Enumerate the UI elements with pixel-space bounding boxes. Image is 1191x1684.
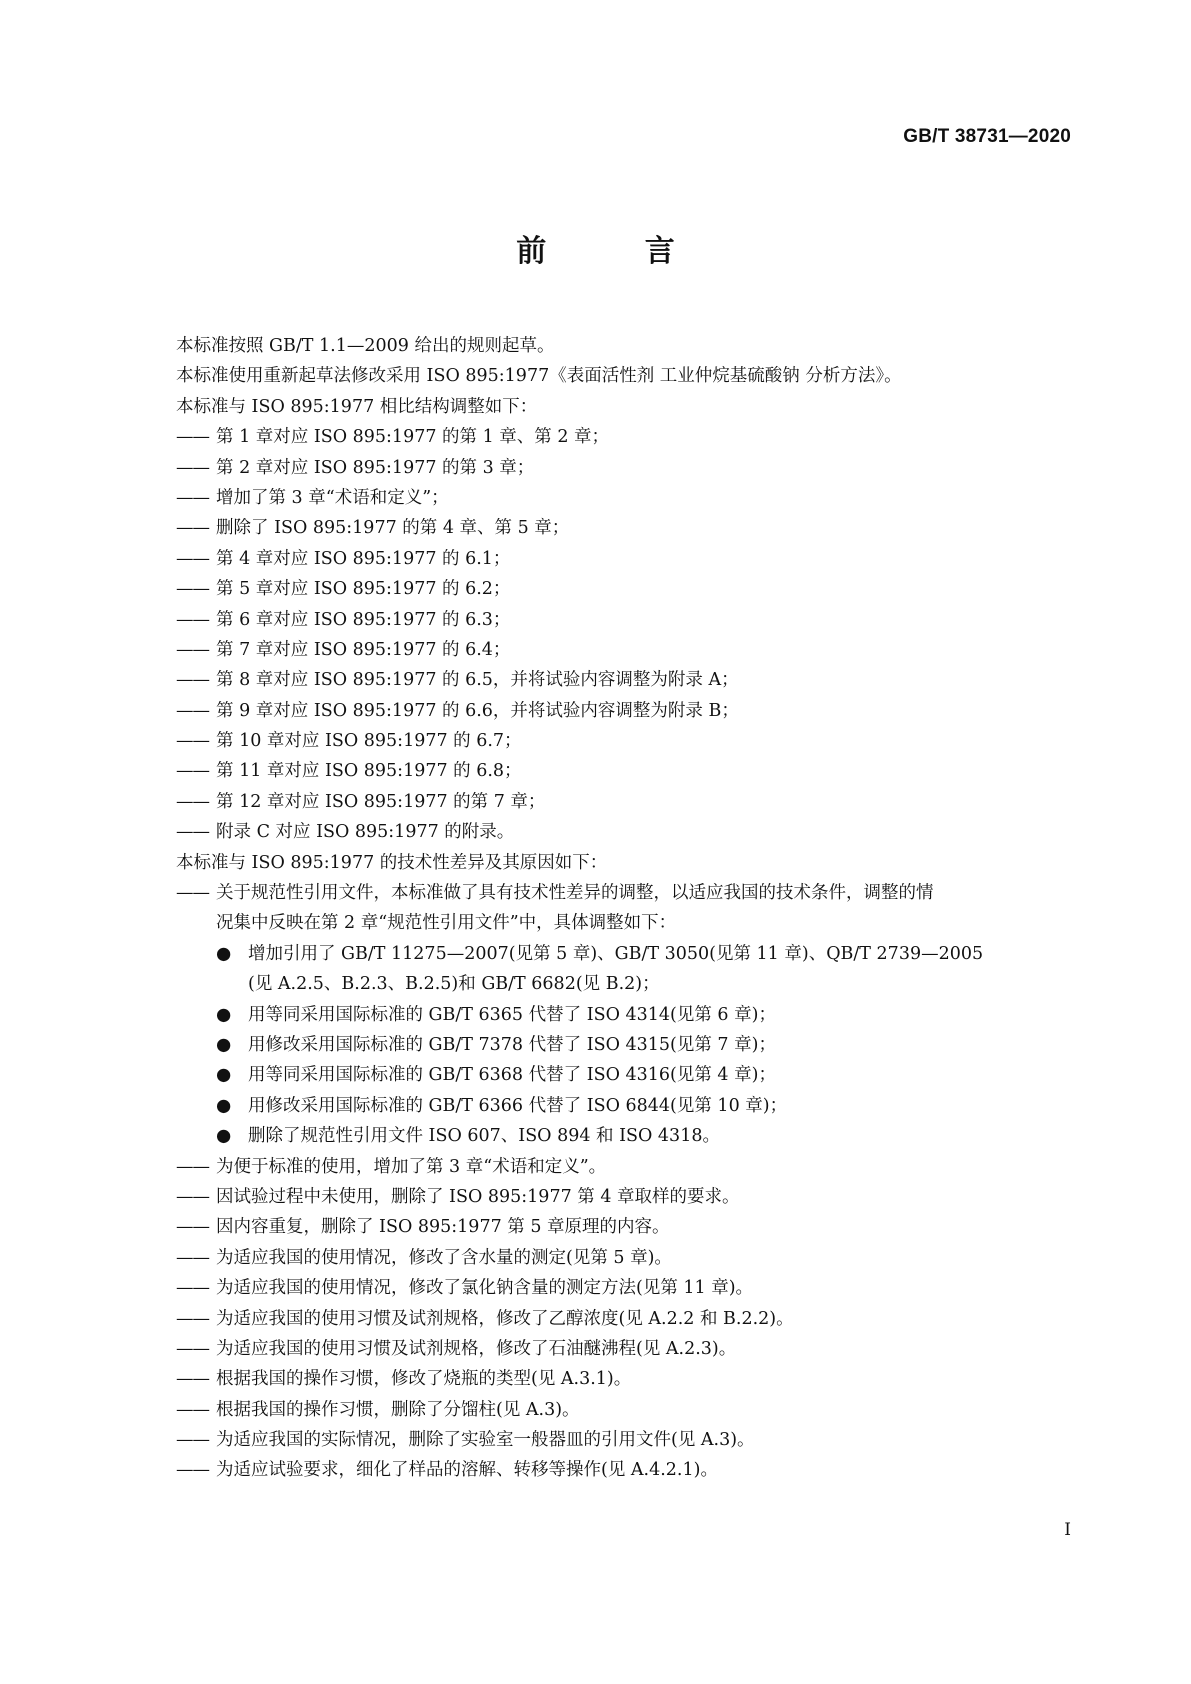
differences-list bbox=[176, 878, 1076, 1486]
dash-marker: —— bbox=[176, 791, 209, 812]
list-item-text: 根据我国的操作习惯，修改了烧瓶的类型(见 A.3.1)。 bbox=[216, 1369, 632, 1390]
list-item bbox=[176, 574, 1076, 604]
bullet-list bbox=[176, 939, 1076, 1152]
list-item-text: 删除了 ISO 895:1977 的第 4 章、第 5 章； bbox=[216, 518, 570, 539]
list-item bbox=[176, 1364, 1076, 1394]
list-item bbox=[176, 756, 1076, 786]
list-item bbox=[176, 665, 1076, 695]
list-item-text: 第 4 章对应 ISO 895:1977 的 6.1； bbox=[216, 548, 511, 569]
list-item-text: 为适应我国的使用情况，修改了氯化钠含量的测定方法(见第 11 章)。 bbox=[216, 1278, 754, 1299]
dash-marker: —— bbox=[176, 1338, 209, 1359]
bullet-text: 用修改采用国际标准的 GB/T 6366 代替了 ISO 6844(见第 10 章)； bbox=[248, 1095, 788, 1116]
list-item-text: 第 5 章对应 ISO 895:1977 的 6.2； bbox=[216, 579, 511, 600]
bullet-item bbox=[176, 1121, 1076, 1151]
bullet-icon: ● bbox=[216, 1095, 232, 1116]
list-item-text: 增加了第 3 章“术语和定义”； bbox=[216, 487, 449, 508]
dash-marker: —— bbox=[176, 1308, 209, 1329]
list-item-text: 因试验过程中未使用，删除了 ISO 895:1977 第 4 章取样的要求。 bbox=[216, 1186, 740, 1207]
list-item-text: 第 10 章对应 ISO 895:1977 的 6.7； bbox=[216, 731, 522, 752]
list-item bbox=[176, 422, 1076, 452]
standard-code: GB/T 38731—2020 bbox=[903, 126, 1071, 147]
bullet-text: 用等同采用国际标准的 GB/T 6365 代替了 ISO 4314(见第 6 章)； bbox=[248, 1004, 776, 1025]
list-item-text: 为适应我国的实际情况，删除了实验室一般器皿的引用文件(见 A.3)。 bbox=[216, 1430, 755, 1451]
bullet-text: 用等同采用国际标准的 GB/T 6368 代替了 ISO 4316(见第 4 章)； bbox=[248, 1065, 776, 1086]
list-item bbox=[176, 726, 1076, 756]
list-item bbox=[176, 787, 1076, 817]
dash-marker: —— bbox=[176, 1186, 209, 1207]
bullet-icon: ● bbox=[216, 1004, 232, 1025]
foreword-body bbox=[176, 331, 1076, 1486]
bullet-icon: ● bbox=[216, 943, 232, 964]
list-item bbox=[176, 1425, 1076, 1455]
page-title: 前 言 bbox=[516, 234, 719, 269]
bullet-continuation: (见 A.2.5、B.2.3、B.2.5)和 GB/T 6682(见 B.2)； bbox=[248, 974, 660, 995]
dash-marker: —— bbox=[176, 761, 209, 782]
dash-marker: —— bbox=[176, 731, 209, 752]
paragraph: 本标准与 ISO 895:1977 的技术性差异及其原因如下： bbox=[176, 852, 608, 873]
dash-marker: —— bbox=[176, 700, 209, 721]
list-item-text: 附录 C 对应 ISO 895:1977 的附录。 bbox=[216, 822, 515, 843]
bullet-icon: ● bbox=[216, 1065, 232, 1086]
dash-marker: —— bbox=[176, 1430, 209, 1451]
list-item-text: 为适应我国的使用情况，修改了含水量的测定(见第 5 章)。 bbox=[216, 1247, 672, 1268]
list-item bbox=[176, 605, 1076, 635]
paragraph: 本标准与 ISO 895:1977 相比结构调整如下： bbox=[176, 396, 538, 417]
dash-marker: —— bbox=[176, 579, 209, 600]
dash-marker: —— bbox=[176, 1217, 209, 1238]
list-item-continuation: 况集中反映在第 2 章“规范性引用文件”中，具体调整如下： bbox=[216, 913, 677, 934]
dash-marker: —— bbox=[176, 609, 209, 630]
list-item-text: 关于规范性引用文件，本标准做了具有技术性差异的调整，以适应我国的技术条件，调整的情 bbox=[216, 883, 934, 904]
list-item-text: 第 12 章对应 ISO 895:1977 的第 7 章； bbox=[216, 791, 546, 812]
list-item bbox=[176, 1395, 1076, 1425]
dash-marker: —— bbox=[176, 1399, 209, 1420]
bullet-text: 删除了规范性引用文件 ISO 607、ISO 894 和 ISO 4318。 bbox=[248, 1126, 720, 1147]
list-item-text: 为适应我国的使用习惯及试剂规格，修改了乙醇浓度(见 A.2.2 和 B.2.2)。 bbox=[216, 1308, 794, 1329]
list-item-text: 第 1 章对应 ISO 895:1977 的第 1 章、第 2 章； bbox=[216, 427, 610, 448]
structure-list bbox=[176, 422, 1076, 847]
bullet-item bbox=[176, 1000, 1076, 1030]
dash-marker: —— bbox=[176, 1247, 209, 1268]
list-item-text: 第 2 章对应 ISO 895:1977 的第 3 章； bbox=[216, 457, 535, 478]
list-item bbox=[176, 635, 1076, 665]
bullet-item bbox=[176, 1091, 1076, 1121]
bullet-icon: ● bbox=[216, 1034, 232, 1055]
list-item bbox=[176, 1304, 1076, 1334]
list-item bbox=[176, 483, 1076, 513]
dash-marker: —— bbox=[176, 548, 209, 569]
list-item bbox=[176, 817, 1076, 847]
bullet-icon: ● bbox=[216, 1126, 232, 1147]
paragraph: 本标准按照 GB/T 1.1—2009 给出的规则起草。 bbox=[176, 336, 555, 356]
list-item-text: 为适应试验要求，细化了样品的溶解、转移等操作(见 A.4.2.1)。 bbox=[216, 1460, 718, 1481]
list-item bbox=[176, 1152, 1076, 1182]
paragraph: 本标准使用重新起草法修改采用 ISO 895:1977《表面活性剂 工业仲烷基硫酸钠 分析方法》。 bbox=[176, 366, 902, 387]
list-item-text: 第 8 章对应 ISO 895:1977 的 6.5，并将试验内容调整为附录 A； bbox=[216, 670, 739, 691]
list-item bbox=[176, 1273, 1076, 1303]
list-item-text: 第 6 章对应 ISO 895:1977 的 6.3； bbox=[216, 609, 511, 630]
bullet-item bbox=[176, 1060, 1076, 1090]
list-item bbox=[176, 544, 1076, 574]
dash-marker: —— bbox=[176, 1156, 209, 1177]
page-number: I bbox=[1064, 1520, 1071, 1540]
list-item bbox=[176, 1182, 1076, 1212]
bullet-item bbox=[176, 1030, 1076, 1060]
list-item-text: 为适应我国的使用习惯及试剂规格，修改了石油醚沸程(见 A.2.3)。 bbox=[216, 1338, 737, 1359]
dash-marker: —— bbox=[176, 427, 209, 448]
dash-marker: —— bbox=[176, 639, 209, 660]
list-item bbox=[176, 1212, 1076, 1242]
list-item bbox=[176, 1243, 1076, 1273]
list-item-text: 为便于标准的使用，增加了第 3 章“术语和定义”。 bbox=[216, 1156, 607, 1177]
dash-marker: —— bbox=[176, 1460, 209, 1481]
bullet-item bbox=[176, 939, 1076, 969]
dash-marker: —— bbox=[176, 883, 209, 904]
dash-marker: —— bbox=[176, 822, 209, 843]
list-item bbox=[176, 696, 1076, 726]
dash-marker: —— bbox=[176, 487, 209, 508]
list-item-text: 第 11 章对应 ISO 895:1977 的 6.8； bbox=[216, 761, 522, 782]
dash-marker: —— bbox=[176, 457, 209, 478]
list-item-text: 第 7 章对应 ISO 895:1977 的 6.4； bbox=[216, 639, 511, 660]
list-item bbox=[176, 1455, 1076, 1485]
list-item-text: 因内容重复，删除了 ISO 895:1977 第 5 章原理的内容。 bbox=[216, 1217, 670, 1238]
dash-marker: —— bbox=[176, 1278, 209, 1299]
list-item bbox=[176, 1334, 1076, 1364]
list-item-text: 根据我国的操作习惯，删除了分馏柱(见 A.3)。 bbox=[216, 1399, 580, 1420]
list-item bbox=[176, 513, 1076, 543]
list-item bbox=[176, 878, 1076, 908]
dash-marker: —— bbox=[176, 1369, 209, 1390]
dash-marker: —— bbox=[176, 670, 209, 691]
bullet-text: 用修改采用国际标准的 GB/T 7378 代替了 ISO 4315(见第 7 章)； bbox=[248, 1034, 776, 1055]
dash-marker: —— bbox=[176, 518, 209, 539]
bullet-text: 增加引用了 GB/T 11275—2007(见第 5 章)、GB/T 3050(见第 11 章)、QB/T 2739—2005 bbox=[248, 943, 984, 964]
list-item bbox=[176, 453, 1076, 483]
list-item-text: 第 9 章对应 ISO 895:1977 的 6.6，并将试验内容调整为附录 B； bbox=[216, 700, 739, 721]
